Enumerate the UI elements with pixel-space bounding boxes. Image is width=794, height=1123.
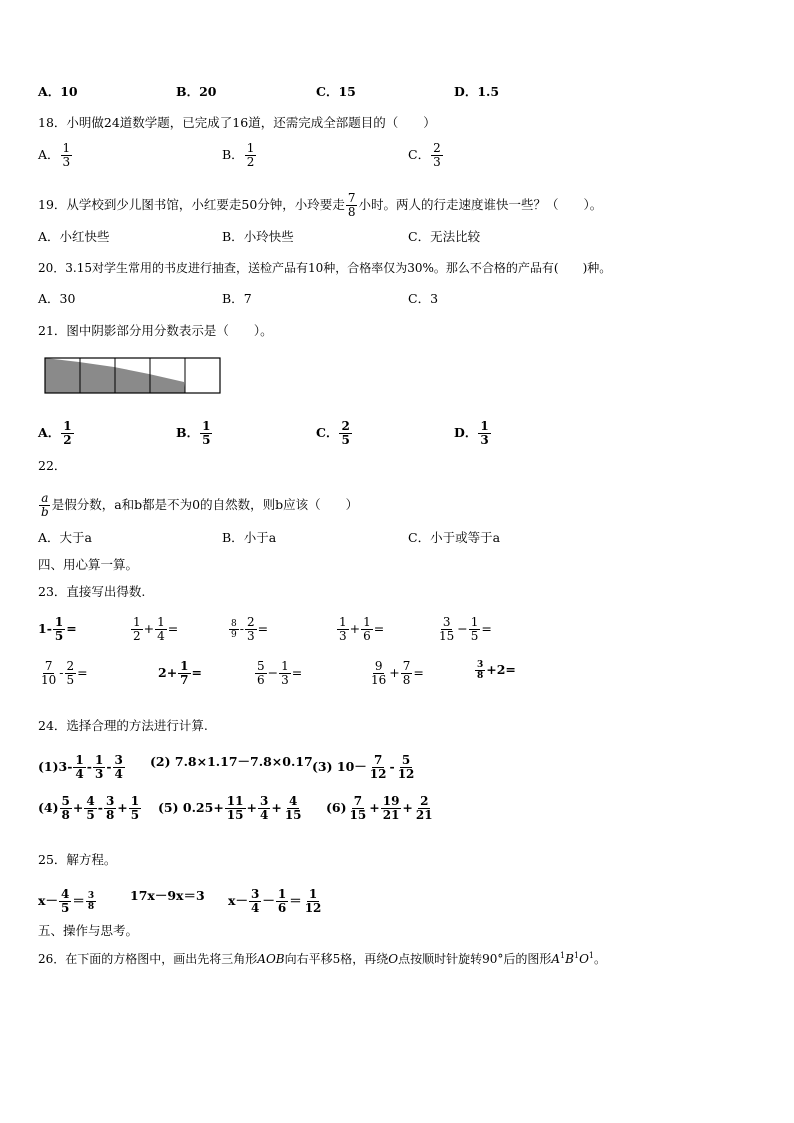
q18-option-c: C． $\frac{2}{3}$ (408, 141, 441, 169)
q23-expr: 2+ $\frac{1}{7}$ = (158, 659, 203, 687)
q18-option-a: A． $\frac{1}{3}$ (38, 141, 71, 169)
q23-expr: $\frac{3}{8}$ +2= (477, 660, 516, 681)
q18-stem: 18．小明做24道数学题，已完成了16道，还需完成全部题目的（ ） (38, 115, 436, 130)
q22-number: 22． (38, 458, 67, 473)
q22-option-c: C．小于或等于a (408, 530, 501, 545)
q24-problem-4: (4) $\frac{5}{8}$ + $\frac{4}{5}$ - $\frac{3}{8}$ + $\frac{1}{5}$ (38, 794, 140, 822)
q24-problem-6: (6) $\frac{7}{15}$ + $\frac{19}{21}$ + $\frac{2}{21}$ (326, 794, 433, 822)
q22-option-a: A．大于a (38, 530, 92, 545)
q25-equation-2: 17x－9x＝3 (130, 888, 205, 903)
q22-stem: $\frac{a}{b}$ 是假分数，a和b都是不为0的自然数，则b应该（ ） (41, 491, 359, 519)
q19-option-c: C．无法比较 (408, 229, 481, 244)
q17-option-a: A．10 (38, 84, 78, 99)
q23-expr: $\frac{9}{16}$ + $\frac{7}{8}$ = (371, 659, 424, 687)
q25-equation-3: x－ $\frac{3}{4}$ － $\frac{1}{6}$ ＝ $\frac{1}{12}$ (228, 887, 322, 915)
q24-stem: 24．选择合理的方法进行计算. (38, 718, 208, 733)
q21-stem: 21．图中阴影部分用分数表示是（ ）。 (38, 323, 273, 338)
q23-expr: $\frac{1}{3}$ + $\frac{1}{6}$ = (339, 615, 385, 643)
q23-stem: 23．直接写出得数. (38, 584, 146, 599)
q19-stem: 19．从学校到少儿图书馆，小红要走50分钟，小玲要走 $\frac{7}{8}$ 小时。两人的行走速度谁快一些？（ ）。 (38, 191, 603, 219)
section-four-heading: 四、用心算一算。 (38, 557, 139, 572)
q23-expr: 1- $\frac{1}{5}$ = (38, 615, 77, 643)
q20-stem: 20．3.15对学生常用的书皮进行抽查，送检产品有10种，合格率仅为30%。那么不合格的产品有( )种。 (38, 261, 612, 275)
q21-option-a: A． $\frac{1}{2}$ (38, 419, 72, 447)
q20-option-b: B．7 (222, 291, 252, 306)
shaded-bar-figure (44, 357, 221, 394)
q21-option-b: B． $\frac{1}{5}$ (176, 419, 211, 447)
q21-option-c: C． $\frac{2}{5}$ (316, 419, 350, 447)
q25-stem: 25．解方程。 (38, 852, 117, 867)
q17-option-d: D．1.5 (454, 84, 500, 99)
q17-option-b: B．20 (176, 84, 217, 99)
q17-option-c: C．15 (316, 84, 356, 99)
q24-problem-5: (5) 0.25+ $\frac{11}{15}$ + $\frac{3}{4}$ + $\frac{4}{15}$ (158, 794, 302, 822)
q24-problem-3: (3) 10－ $\frac{7}{12}$ - $\frac{5}{12}$ (312, 753, 415, 781)
q23-expr: $\frac{8}{9}$ - $\frac{2}{3}$ = (231, 615, 269, 643)
q23-expr: $\frac{1}{2}$ + $\frac{1}{4}$ = (133, 615, 179, 643)
q20-option-a: A．30 (38, 291, 76, 306)
q24-problem-2: (2) 7.8×1.17－7.8×0.17 (150, 754, 313, 769)
q20-option-c: C．3 (408, 291, 439, 306)
q25-equation-1: x－ $\frac{4}{5}$ ＝ $\frac{3}{8}$ (38, 887, 95, 915)
q19-option-b: B．小玲快些 (222, 229, 294, 244)
q22-option-b: B．小于a (222, 530, 277, 545)
q21-option-d: D． $\frac{1}{3}$ (454, 419, 489, 447)
q23-expr: $\frac{3}{15}$ − $\frac{1}{5}$ = (439, 615, 492, 643)
q23-expr: $\frac{7}{10}$ - $\frac{2}{5}$ = (41, 659, 88, 687)
q18-option-b: B． $\frac{1}{2}$ (222, 141, 255, 169)
q26-stem: 26．在下面的方格图中，画出先将三角形AOB向右平移5格，再绕O点按顺时针旋转90°后的图形$A^1B^1O^1$。 (38, 951, 607, 966)
q19-option-a: A．小红快些 (38, 229, 110, 244)
q24-problem-1: (1)3- $\frac{1}{4}$ - $\frac{1}{3}$ - $\frac{3}{4}$ (38, 753, 123, 781)
section-five-heading: 五、操作与思考。 (38, 923, 139, 938)
q23-expr: $\frac{5}{6}$ − $\frac{1}{3}$ = (257, 659, 303, 687)
